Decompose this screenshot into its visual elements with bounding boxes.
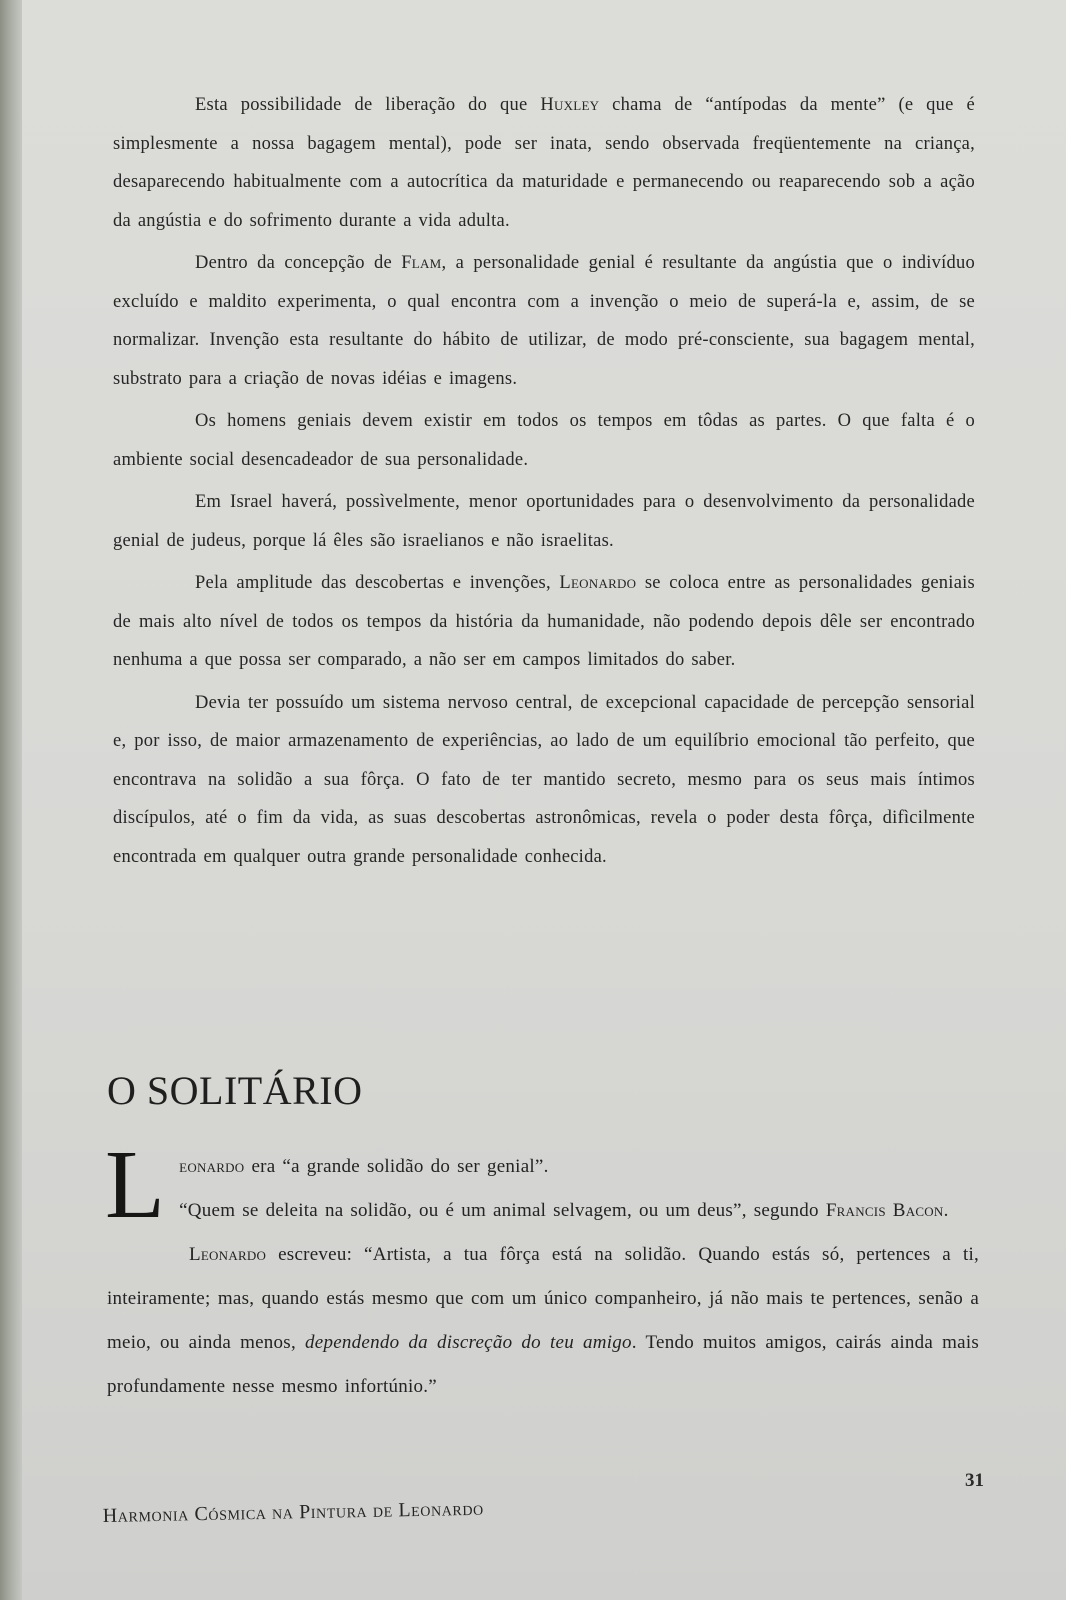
paragraph-1	[113, 86, 975, 240]
chapter-paragraph-2-text-a: escreveu: “Artista, a tua fôrça está na solidão. Quando estás só, pertences a ti, inteiramente; mas, quando estás mesmo que com um único companheiro, já não mais te pertences, senão a meio, ou ainda menos,	[107, 1244, 979, 1353]
page-number: 31	[965, 1470, 984, 1491]
paragraph-1-text-a: Esta possibilidade de liberação do que	[195, 95, 541, 115]
chapter-paragraph-1-text-c: .	[943, 1200, 949, 1221]
paragraph-5-text-b: se coloca entre as personalidades geniais de mais alto nível de todos os tempos da história da humanidade, não podendo depois dêle ser encontrado nenhuma a que possa ser comparado, a não ser em campos limitados do saber.	[113, 573, 975, 670]
paragraph-3: Os homens geniais devem existir em todos os tempos em tôdas as partes. O que falta é o ambiente social desencadeador de sua personalidade.	[113, 411, 975, 470]
author-name-flam: Flam	[401, 253, 442, 273]
intro-text	[113, 86, 975, 880]
chapter-paragraph-1-text-a: era “a grande solidão do ser genial”.	[244, 1156, 549, 1177]
chapter-title: O SOLITÁRIO	[107, 1068, 363, 1113]
paragraph-6: Devia ter possuído um sistema nervoso central, de excepcional capacidade de percepção sensorial e, por isso, de maior armazenamento de experiências, ao lado de um equilíbrio emocional tão perfeito, que encontrava na solidão a sua fôrça. O fato de ter mantido secreto, mesmo para os seus mais íntimos discípulos, até o fim da vida, as suas descobertas astronômicas, revela o poder desta fôrça, difìcilmente encontrada em qualquer outra grande personalidade conhecida.	[113, 692, 975, 867]
paragraph-2-text-b: , a personalidade genial é resultante da angústia que o indivíduo excluído e maldito experimenta, o qual encontra com a invenção o meio de superá-la e, assim, de se normalizar. Invenção esta resultante do hábito de utilizar, de modo pré-consciente, sua bagagem mental, substrato para a criação de novas idéias e imagens.	[113, 253, 975, 389]
paragraph-2	[113, 244, 975, 398]
paragraph-2-text-a: Dentro da concepção de	[195, 253, 402, 273]
author-name-huxley: Huxley	[540, 95, 600, 115]
paragraph-5-text-a: Pela amplitude das descobertas e invenções,	[195, 573, 560, 593]
drop-cap-word-rest: eonardo	[179, 1156, 245, 1177]
italic-quote: dependendo da discreção do teu amigo	[305, 1332, 632, 1353]
chapter-text	[105, 1131, 979, 1409]
paragraph-5	[113, 564, 975, 680]
author-name-francis-bacon: Francis Bacon	[825, 1200, 944, 1221]
chapter-paragraph-2-text-b: . Tendo muitos amigos, cairás ainda mais profundamente nesse mesmo infortúnio.”	[107, 1332, 979, 1397]
chapter-paragraph-1-text-b: “Quem se deleita na solidão, ou é um animal selvagem, ou um deus”, segundo	[179, 1200, 826, 1221]
drop-cap: L	[105, 1131, 166, 1239]
running-footer-title: Harmonia Cósmica na Pintura de Leonardo	[102, 1497, 484, 1528]
author-name-leonardo-2: Leonardo	[189, 1244, 267, 1265]
chapter-paragraph-2	[107, 1233, 979, 1409]
author-name-leonardo: Leonardo	[559, 573, 637, 593]
book-gutter	[0, 0, 22, 1600]
paragraph-1-text-b: chama de “antípodas da mente” (e que é simplesmente a nossa bagagem mental), pode ser inata, sendo observada freqüentemente na criança, desaparecendo habitualmente com a autocrítica da maturidade e permanecendo ou reaparecendo sob a ação da angústia e do sofrimento durante a vida adulta.	[113, 95, 975, 231]
paragraph-4: Em Israel haverá, possìvelmente, menor oportunidades para o desenvolvimento da personalidade genial de judeus, porque lá êles são israelianos e não israelitas.	[113, 492, 975, 551]
chapter-paragraph-1	[105, 1131, 979, 1239]
